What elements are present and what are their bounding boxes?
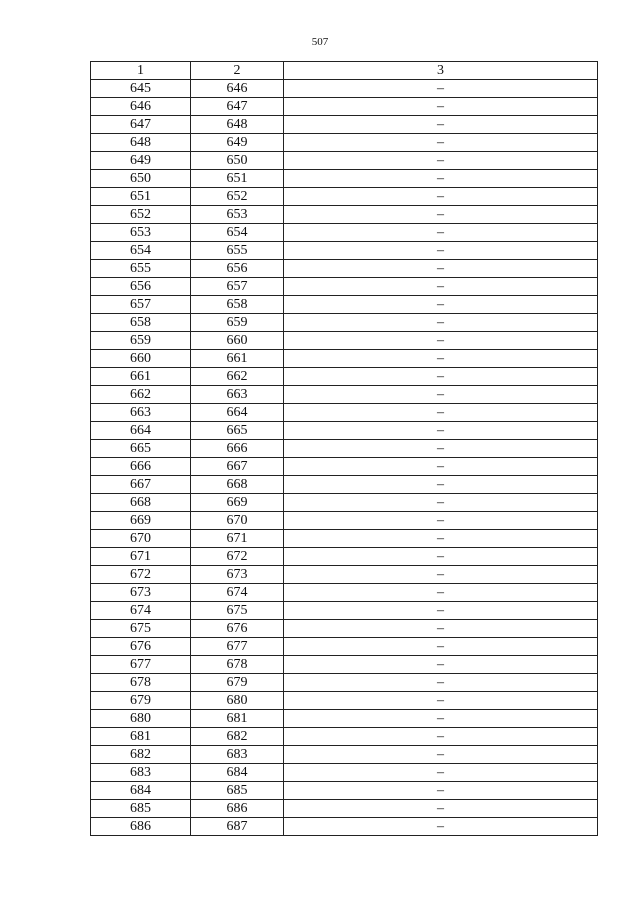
column-header-2: 2 (191, 62, 284, 80)
table-row (91, 296, 598, 314)
table-cell-col-2: 666 (191, 440, 284, 458)
table-row (91, 332, 598, 350)
table-header (91, 62, 598, 80)
table-cell-col-3: – (284, 566, 598, 584)
table-cell-col-3: – (284, 530, 598, 548)
table-cell-col-1: 669 (91, 512, 191, 530)
table-cell-col-1: 657 (91, 296, 191, 314)
table-cell-col-1: 675 (91, 620, 191, 638)
table-row (91, 710, 598, 728)
table-cell-col-2: 647 (191, 98, 284, 116)
table-row (91, 800, 598, 818)
page-number: 507 (311, 36, 329, 48)
table-cell-col-2: 669 (191, 494, 284, 512)
table-cell-col-3: – (284, 782, 598, 800)
table-row (91, 728, 598, 746)
table-row (91, 80, 598, 98)
table-cell-col-3: – (284, 800, 598, 818)
table-cell-col-1: 649 (91, 152, 191, 170)
table-cell-col-2: 663 (191, 386, 284, 404)
table-row (91, 98, 598, 116)
table-cell-col-1: 668 (91, 494, 191, 512)
table-row (91, 350, 598, 368)
table-cell-col-2: 662 (191, 368, 284, 386)
table-cell-col-1: 679 (91, 692, 191, 710)
table-cell-col-2: 674 (191, 584, 284, 602)
table-cell-col-3: – (284, 170, 598, 188)
table-row (91, 170, 598, 188)
table-cell-col-2: 650 (191, 152, 284, 170)
table-cell-col-1: 683 (91, 764, 191, 782)
table-cell-col-2: 657 (191, 278, 284, 296)
table-cell-col-1: 684 (91, 782, 191, 800)
table-cell-col-2: 660 (191, 332, 284, 350)
table-cell-col-2: 659 (191, 314, 284, 332)
table-cell-col-1: 663 (91, 404, 191, 422)
table-row (91, 314, 598, 332)
table-cell-col-3: – (284, 494, 598, 512)
table-row (91, 260, 598, 278)
table-row (91, 152, 598, 170)
table-cell-col-2: 682 (191, 728, 284, 746)
table-row (91, 278, 598, 296)
table-row (91, 116, 598, 134)
table-cell-col-1: 647 (91, 116, 191, 134)
table-cell-col-3: – (284, 602, 598, 620)
table-cell-col-1: 665 (91, 440, 191, 458)
table-cell-col-1: 660 (91, 350, 191, 368)
table-row (91, 404, 598, 422)
table-cell-col-2: 665 (191, 422, 284, 440)
table-cell-col-2: 684 (191, 764, 284, 782)
table-row (91, 224, 598, 242)
table-cell-col-1: 662 (91, 386, 191, 404)
table-cell-col-3: – (284, 260, 598, 278)
table-cell-col-3: – (284, 350, 598, 368)
table-cell-col-3: – (284, 314, 598, 332)
table-cell-col-3: – (284, 152, 598, 170)
table-row (91, 764, 598, 782)
table-cell-col-1: 664 (91, 422, 191, 440)
table-cell-col-3: – (284, 764, 598, 782)
header-row (91, 62, 598, 80)
table-cell-col-2: 675 (191, 602, 284, 620)
table-cell-col-1: 659 (91, 332, 191, 350)
table-cell-col-1: 666 (91, 458, 191, 476)
table-cell-col-1: 670 (91, 530, 191, 548)
table-row (91, 512, 598, 530)
table-cell-col-1: 653 (91, 224, 191, 242)
table-cell-col-2: 656 (191, 260, 284, 278)
table-cell-col-1: 650 (91, 170, 191, 188)
table-cell-col-3: – (284, 548, 598, 566)
table-cell-col-2: 646 (191, 80, 284, 98)
table-cell-col-3: – (284, 674, 598, 692)
table-cell-col-2: 680 (191, 692, 284, 710)
table-cell-col-3: – (284, 422, 598, 440)
table-cell-col-3: – (284, 80, 598, 98)
table-cell-col-3: – (284, 692, 598, 710)
table-cell-col-1: 682 (91, 746, 191, 764)
table-row (91, 620, 598, 638)
table-cell-col-1: 685 (91, 800, 191, 818)
table-cell-col-2: 686 (191, 800, 284, 818)
table-cell-col-2: 668 (191, 476, 284, 494)
table-row (91, 656, 598, 674)
table-cell-col-3: – (284, 206, 598, 224)
table-cell-col-1: 673 (91, 584, 191, 602)
table-cell-col-1: 658 (91, 314, 191, 332)
table-cell-col-3: – (284, 296, 598, 314)
table-cell-col-2: 654 (191, 224, 284, 242)
table-cell-col-3: – (284, 224, 598, 242)
column-header-1: 1 (91, 62, 191, 80)
table-cell-col-3: – (284, 98, 598, 116)
table-row (91, 242, 598, 260)
table-cell-col-3: – (284, 476, 598, 494)
table-row (91, 584, 598, 602)
table-cell-col-2: 652 (191, 188, 284, 206)
column-header-3: 3 (284, 62, 598, 80)
table-cell-col-1: 681 (91, 728, 191, 746)
table-cell-col-1: 676 (91, 638, 191, 656)
table-cell-col-2: 649 (191, 134, 284, 152)
table-row (91, 692, 598, 710)
table-cell-col-2: 671 (191, 530, 284, 548)
table-cell-col-3: – (284, 404, 598, 422)
table-cell-col-2: 673 (191, 566, 284, 584)
table-cell-col-1: 667 (91, 476, 191, 494)
table-cell-col-2: 677 (191, 638, 284, 656)
table-cell-col-1: 677 (91, 656, 191, 674)
table-cell-col-3: – (284, 710, 598, 728)
table-cell-col-3: – (284, 368, 598, 386)
table-cell-col-2: 667 (191, 458, 284, 476)
table-cell-col-1: 654 (91, 242, 191, 260)
table-cell-col-1: 674 (91, 602, 191, 620)
table-cell-col-3: – (284, 188, 598, 206)
table-cell-col-3: – (284, 458, 598, 476)
table-row (91, 530, 598, 548)
table-row (91, 422, 598, 440)
table-cell-col-3: – (284, 386, 598, 404)
table-cell-col-3: – (284, 116, 598, 134)
table-cell-col-2: 687 (191, 818, 284, 836)
table-body (91, 80, 598, 836)
data-table (90, 61, 598, 836)
table-cell-col-3: – (284, 656, 598, 674)
table-row (91, 674, 598, 692)
table-cell-col-3: – (284, 818, 598, 836)
table-cell-col-3: – (284, 440, 598, 458)
table-row (91, 782, 598, 800)
table-cell-col-3: – (284, 512, 598, 530)
table-row (91, 368, 598, 386)
table-cell-col-2: 678 (191, 656, 284, 674)
table-cell-col-1: 672 (91, 566, 191, 584)
table-row (91, 818, 598, 836)
table-cell-col-1: 651 (91, 188, 191, 206)
table-cell-col-2: 670 (191, 512, 284, 530)
table-cell-col-1: 686 (91, 818, 191, 836)
table-row (91, 206, 598, 224)
table-cell-col-2: 661 (191, 350, 284, 368)
table-cell-col-3: – (284, 332, 598, 350)
table-cell-col-2: 651 (191, 170, 284, 188)
table-cell-col-1: 645 (91, 80, 191, 98)
table-row (91, 746, 598, 764)
table-cell-col-2: 685 (191, 782, 284, 800)
table-cell-col-1: 655 (91, 260, 191, 278)
table-row (91, 494, 598, 512)
table-cell-col-2: 676 (191, 620, 284, 638)
table-cell-col-2: 648 (191, 116, 284, 134)
table-cell-col-2: 664 (191, 404, 284, 422)
table-row (91, 548, 598, 566)
table-cell-col-3: – (284, 728, 598, 746)
table-cell-col-3: – (284, 620, 598, 638)
table-row (91, 188, 598, 206)
table-cell-col-3: – (284, 278, 598, 296)
table-cell-col-1: 671 (91, 548, 191, 566)
table-cell-col-2: 655 (191, 242, 284, 260)
table-cell-col-2: 679 (191, 674, 284, 692)
table-cell-col-2: 672 (191, 548, 284, 566)
table-cell-col-2: 683 (191, 746, 284, 764)
table-cell-col-3: – (284, 134, 598, 152)
table-cell-col-1: 646 (91, 98, 191, 116)
table-cell-col-1: 652 (91, 206, 191, 224)
table-cell-col-2: 658 (191, 296, 284, 314)
table-row (91, 458, 598, 476)
table-row (91, 476, 598, 494)
table-row (91, 386, 598, 404)
table-cell-col-1: 656 (91, 278, 191, 296)
table-cell-col-2: 681 (191, 710, 284, 728)
table-cell-col-3: – (284, 638, 598, 656)
table-cell-col-1: 661 (91, 368, 191, 386)
table-cell-col-1: 680 (91, 710, 191, 728)
table-cell-col-2: 653 (191, 206, 284, 224)
table-row (91, 602, 598, 620)
table-cell-col-3: – (284, 746, 598, 764)
table-row (91, 638, 598, 656)
table-cell-col-1: 648 (91, 134, 191, 152)
table-row (91, 566, 598, 584)
table-cell-col-1: 678 (91, 674, 191, 692)
table-cell-col-3: – (284, 242, 598, 260)
table-row (91, 134, 598, 152)
table-row (91, 440, 598, 458)
table-cell-col-3: – (284, 584, 598, 602)
